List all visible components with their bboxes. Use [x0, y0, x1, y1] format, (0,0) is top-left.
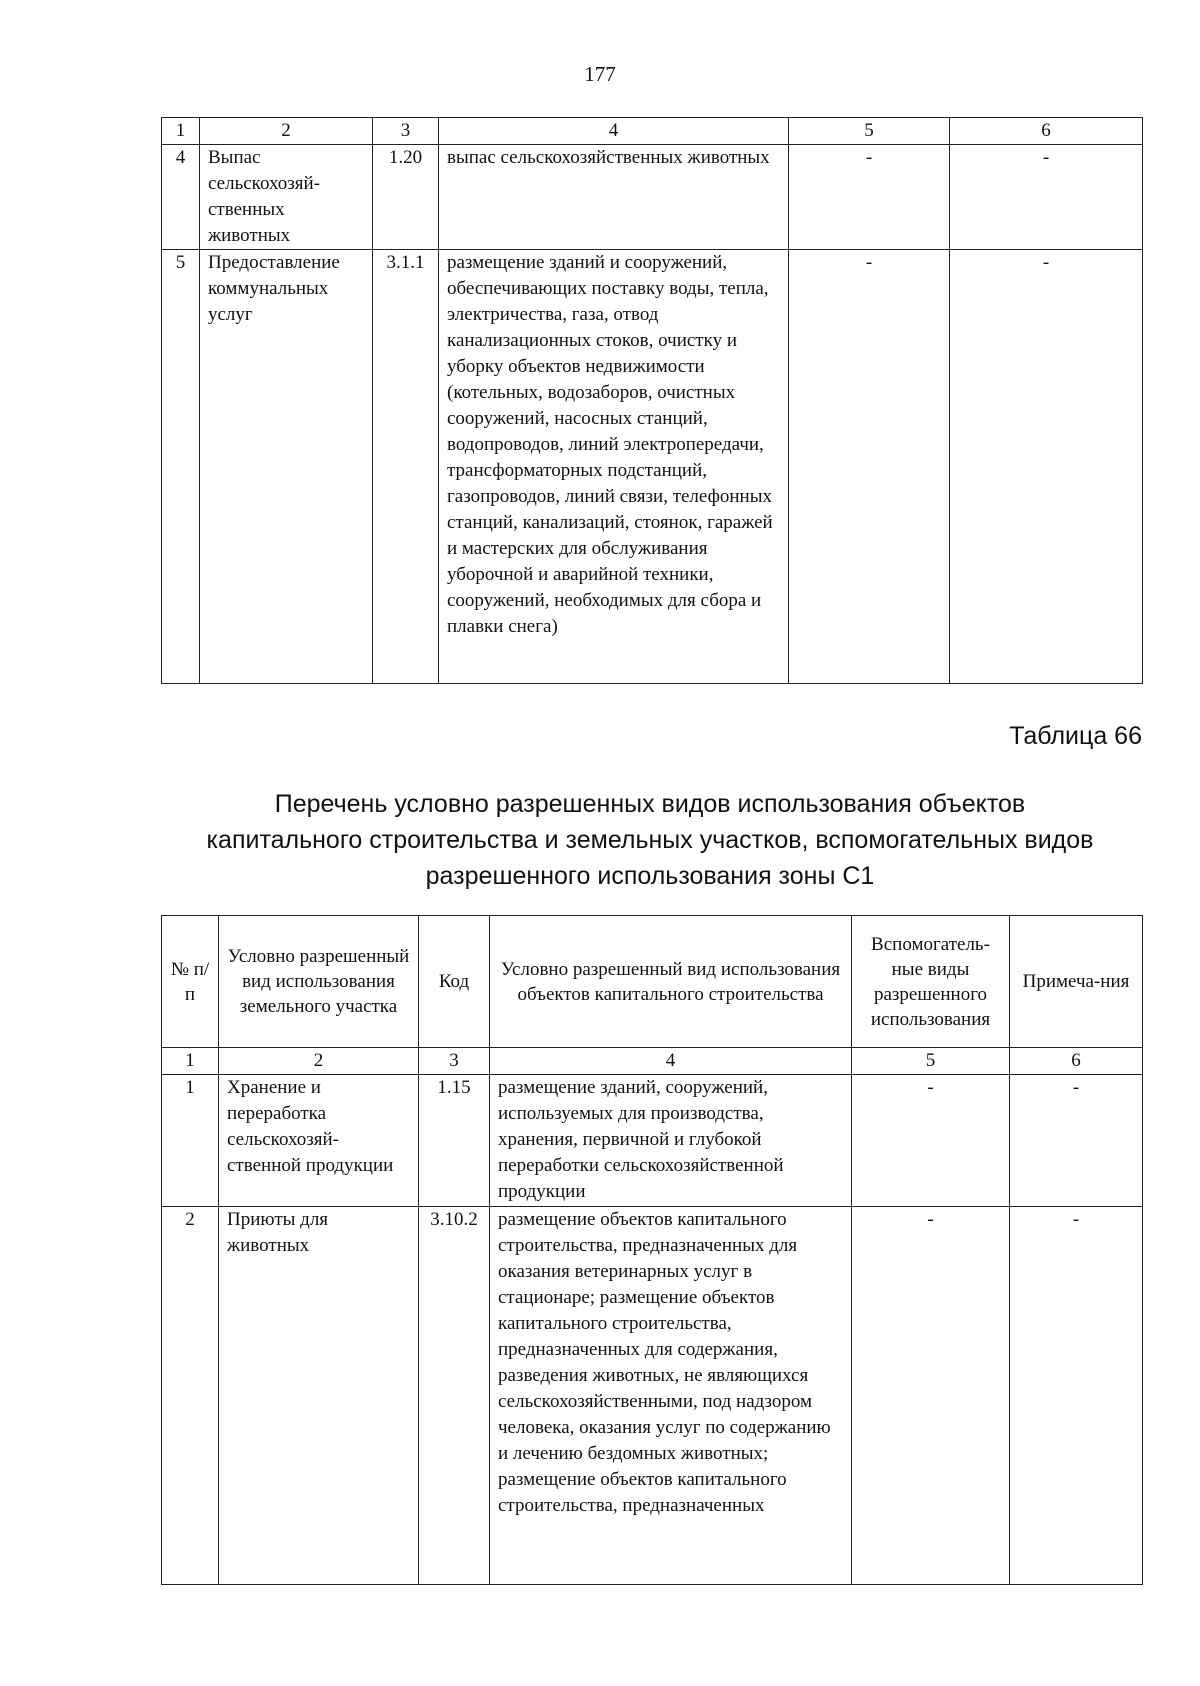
- header-row: [162, 916, 1143, 1048]
- table-caption: Таблица 66: [1009, 722, 1142, 750]
- header-code: Код: [419, 916, 490, 1048]
- column-number: 5: [852, 1048, 1010, 1075]
- table-row: [162, 1207, 1143, 1585]
- column-number: 6: [950, 118, 1143, 145]
- use-code: 3.10.2: [419, 1207, 490, 1585]
- column-number: 5: [789, 118, 950, 145]
- use-code: 1.20: [373, 145, 439, 250]
- header-notes: Примеча-ния: [1010, 916, 1143, 1048]
- column-number-row: [162, 1048, 1143, 1075]
- column-number-row: [162, 118, 1143, 145]
- row-number: 5: [162, 250, 200, 684]
- conditional-uses-table: [161, 915, 1143, 1585]
- use-code: 1.15: [419, 1075, 490, 1207]
- use-description: размещение зданий и сооружений, обеспечивающих поставку воды, тепла, электричества, газа, отвод канализационных стоков, очистку и уборку объектов недвижимости (котельных, водозаборов, очистных сооружений, насосных станций, водопроводов, линий электропередачи, трансформаторных подстанций, газопроводов, линий связи, телефонных станций, канализаций, стоянок, гаражей и мастерских для обслуживания уборочной и аварийной техники, сооружений, необходимых для сбора и плавки снега): [439, 250, 789, 684]
- land-use-name: Выпас сельскохозяй-ственных животных: [200, 145, 373, 250]
- column-number: 2: [219, 1048, 419, 1075]
- use-description: выпас сельскохозяйственных животных: [439, 145, 789, 250]
- column-number: 2: [200, 118, 373, 145]
- header-land-use: Условно разрешенный вид использования земельного участка: [219, 916, 419, 1048]
- auxiliary-uses: -: [852, 1207, 1010, 1585]
- title-line: разрешенного использования зоны С1: [425, 862, 875, 890]
- use-description: размещение зданий, сооружений, используемых для производства, хранения, первичной и глубокой переработки сельскохозяйственной продукции: [490, 1075, 852, 1207]
- continued-table: [161, 117, 1143, 684]
- land-use-name: Предоставление коммунальных услуг: [200, 250, 373, 684]
- column-number: 6: [1010, 1048, 1143, 1075]
- column-number: 1: [162, 118, 200, 145]
- notes: -: [950, 250, 1143, 684]
- land-use-name: Хранение и переработка сельскохозяй-ственной продукции: [219, 1075, 419, 1207]
- table-row: [162, 250, 1143, 684]
- header-description: Условно разрешенный вид использования объектов капитального строительства: [490, 916, 852, 1048]
- table-row: [162, 145, 1143, 250]
- land-use-name: Приюты для животных: [219, 1207, 419, 1585]
- notes: -: [1010, 1207, 1143, 1585]
- notes: -: [1010, 1075, 1143, 1207]
- page-number: 177: [584, 62, 616, 86]
- header-auxiliary: Вспомогатель-ные виды разрешенного использования: [852, 916, 1010, 1048]
- table-row: [162, 1075, 1143, 1207]
- header-number: № п/п: [162, 916, 219, 1048]
- use-description: размещение объектов капитального строительства, предназначенных для оказания ветеринарных услуг в стационаре; размещение объектов капитального строительства, предназначенных для содержания, разведения животных, не являющихся сельскохозяйственными, под надзором человека, оказания услуг по содержанию и лечению бездомных животных; размещение объектов капитального строительства, предназначенных: [490, 1207, 852, 1585]
- column-number: 4: [490, 1048, 852, 1075]
- column-number: 3: [373, 118, 439, 145]
- column-number: 1: [162, 1048, 219, 1075]
- title-line: Перечень условно разрешенных видов использования объектов: [274, 790, 1026, 818]
- row-number: 2: [162, 1207, 219, 1585]
- document-title: [120, 786, 1180, 894]
- column-number: 3: [419, 1048, 490, 1075]
- row-number: 1: [162, 1075, 219, 1207]
- auxiliary-uses: -: [789, 145, 950, 250]
- column-number: 4: [439, 118, 789, 145]
- row-number: 4: [162, 145, 200, 250]
- use-code: 3.1.1: [373, 250, 439, 684]
- notes: -: [950, 145, 1143, 250]
- auxiliary-uses: -: [789, 250, 950, 684]
- title-line: капитального строительства и земельных участков, вспомогательных видов: [206, 826, 1094, 854]
- auxiliary-uses: -: [852, 1075, 1010, 1207]
